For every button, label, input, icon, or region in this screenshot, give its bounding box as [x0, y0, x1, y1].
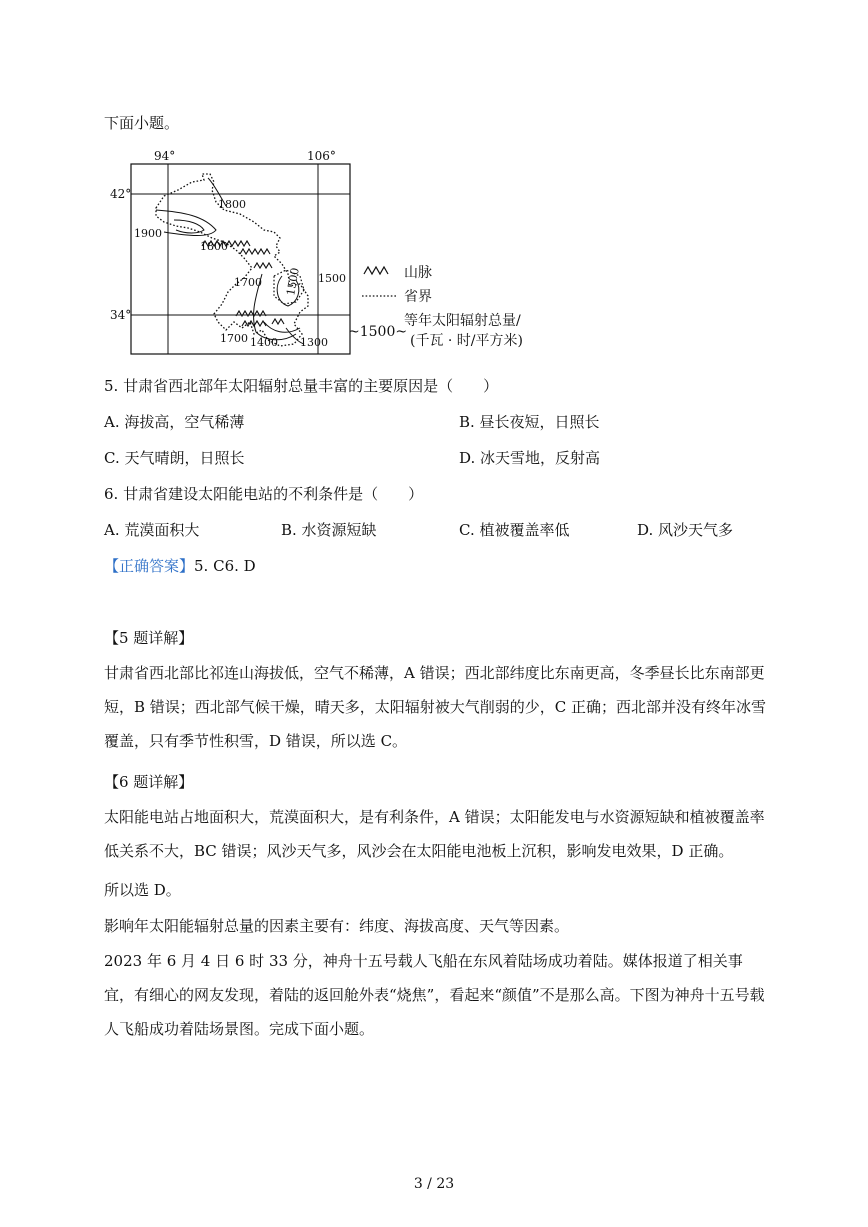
answer-label: 【正确答案】: [104, 557, 195, 575]
contour-label: 1800: [200, 240, 228, 253]
lon-label-106: 106°: [307, 149, 336, 163]
exp6-body: 太阳能电站占地面积大，荒漠面积大，是有利条件，A 错误；太阳能发电与水资源短缺和植被覆盖率低关系不大，BC 错误；风沙天气多，风沙会在太阳能电池板上沉积，影响发电效果，D 正确。: [104, 808, 765, 860]
q6-option-a: A. 荒漠面积大: [104, 521, 200, 539]
contour-label: 1800: [218, 198, 246, 211]
contour-label: 1700: [220, 332, 248, 345]
legend-isoline-title: 等年太阳辐射总量/: [404, 313, 521, 329]
contour-label: 1300: [300, 336, 328, 349]
mountain-legend-icon: [364, 267, 388, 274]
contour-label: 1400: [250, 336, 278, 349]
mountain-range-south: [236, 311, 284, 326]
q5-option-b: B. 昼长夜短，日照长: [459, 413, 600, 431]
solar-radiation-map: [104, 146, 574, 361]
q5-option-c: C. 天气晴朗，日照长: [104, 449, 245, 467]
intro-tail: 下面小题。: [104, 114, 180, 132]
q5-option-d: D. 冰天雪地，反射高: [459, 449, 601, 467]
map-frame: [131, 164, 350, 354]
legend-border-label: 省界: [404, 289, 432, 305]
contour-label: 1500: [318, 272, 346, 285]
legend-isoline-unit: (千瓦 · 时/平方米): [410, 333, 523, 349]
legend-mountain-label: 山脉: [404, 265, 432, 281]
contour-label: 1900: [134, 227, 162, 240]
exp5-body: 甘肃省西北部比祁连山海拔低，空气不稀薄，A 错误；西北部纬度比东南更高，冬季昼长比东南部更短，B 错误；西北部气候干燥，晴天多，太阳辐射被大气削弱的少，C 正确；西北部并没有终年冰雪覆盖，只有季节性积雪，D 错误，所以选 C。: [104, 664, 767, 750]
q5-option-a: A. 海拔高，空气稀薄: [104, 413, 245, 431]
exp6-note: 影响年太阳能辐射总量的因素主要有：纬度、海拔高度、天气等因素。: [104, 917, 570, 935]
contour-label: 1700: [234, 276, 262, 289]
contour-1800-inner: [174, 220, 204, 233]
lat-label-42: 42°: [110, 187, 132, 201]
lon-label-94: 94°: [154, 149, 176, 163]
next-question-intro: 2023 年 6 月 4 日 6 时 33 分，神舟十五号载人飞船在东风着陆场成功着陆。媒体报道了相关事宜，有细心的网友发现，着陆的返回舱外表“烧焦”，看起来“颜值”不是那么高。下图为神舟十五号载人飞船成功着陆场景图。完成下面小题。: [104, 952, 765, 1038]
q6-option-b: B. 水资源短缺: [281, 521, 377, 539]
contour-label: 1500: [284, 266, 302, 297]
q6-option-c: C. 植被覆盖率低: [459, 521, 570, 539]
exp5-title: 【5 题详解】: [104, 629, 194, 647]
answer-value: 5. C6. D: [194, 557, 256, 575]
page-number: 3 / 23: [413, 1176, 455, 1192]
map-legend: [348, 265, 523, 349]
answer-line: [104, 556, 256, 576]
legend-isoline-sample: ~1500~: [348, 324, 408, 340]
lat-label-34: 34°: [110, 308, 132, 322]
q6-option-d: D. 风沙天气多: [637, 521, 734, 539]
q6-stem: 6. 甘肃省建设太阳能电站的不利条件是（ ）: [104, 485, 424, 503]
exp6-conclusion: 所以选 D。: [104, 881, 181, 899]
contour-1900: [156, 210, 216, 236]
exp6-title: 【6 题详解】: [104, 773, 194, 791]
contour-1400: [264, 322, 300, 332]
q5-stem: 5. 甘肃省西北部年太阳辐射总量丰富的主要原因是（ ）: [104, 377, 499, 395]
